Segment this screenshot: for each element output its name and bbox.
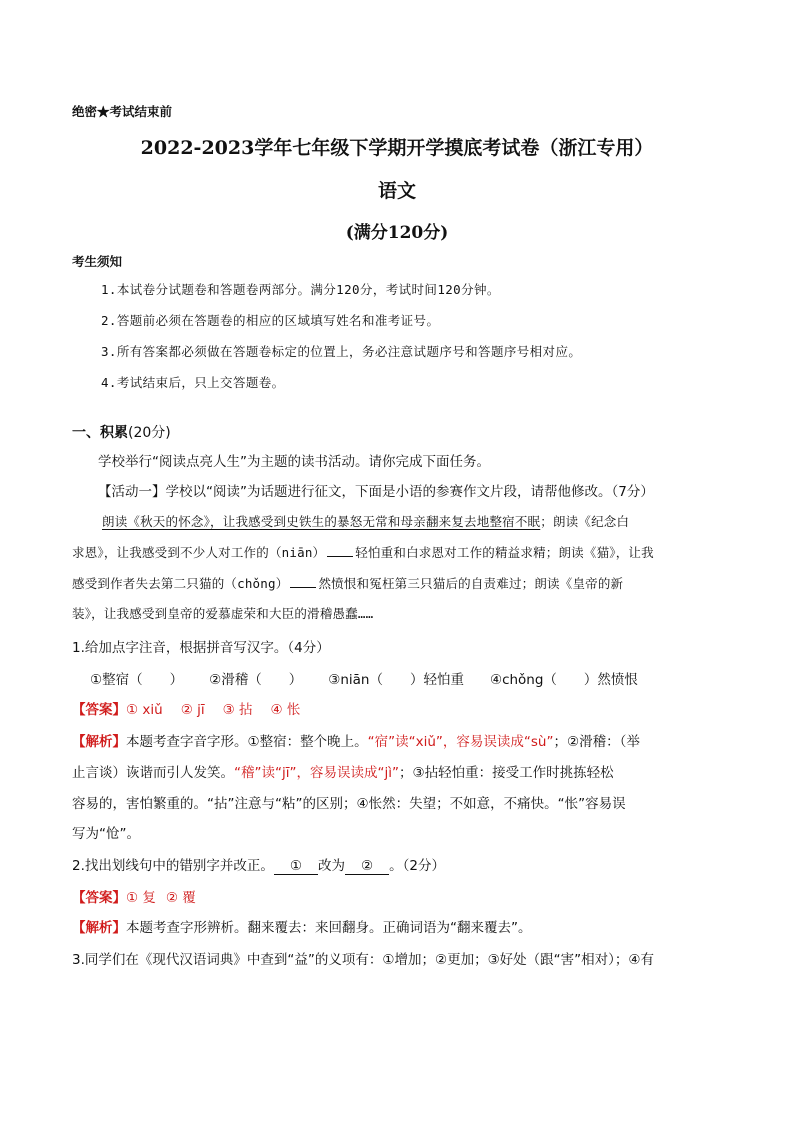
question-2-analysis — [72, 916, 532, 936]
question-1-stem: 1.给加点字注音，根据拼音写汉字。（4分） — [72, 640, 330, 656]
answer-item: ② jī — [180, 702, 205, 718]
answer-blank: ① — [274, 858, 318, 875]
passage-text: 轻怕重和白求恩对工作的精益求精；朗读《猫》，让我 — [355, 545, 654, 560]
question-1-options — [90, 668, 664, 688]
option: ③niān（ ）轻怕重 — [328, 672, 464, 688]
secret-label: 绝密★考试结束前 — [72, 104, 173, 119]
answer-item: ① 复 — [126, 890, 156, 906]
answer-item: ① xiǔ — [126, 702, 163, 718]
activity-one: 【活动一】学校以“阅读”为话题进行征文，下面是小语的参赛作文片段，请帮他修改。（7分） — [98, 484, 654, 500]
question-1-analysis — [72, 730, 640, 750]
analysis-label: 【解析】 — [72, 920, 126, 936]
analysis-label: 【解析】 — [72, 734, 126, 750]
option: ②滑稽（ ） — [209, 672, 303, 688]
analysis-highlight: “稽”读“jī”，容易误读成“jì” — [234, 765, 399, 781]
answer-label: 【答案】 — [72, 890, 126, 906]
section-points: (20分) — [128, 425, 171, 441]
exam-title: 2022-2023学年七年级下学期开学摸底考试卷（浙江专用） — [140, 137, 654, 159]
option: ①整宿（ ） — [90, 672, 184, 688]
passage-text: 感受到作者失去第二只猫的（chǒng） — [72, 576, 289, 591]
stem-text: 。（2分） — [389, 858, 445, 874]
notice-item: 2.答题前必须在答题卷的相应的区域填写姓名和准考证号。 — [101, 313, 440, 328]
question-2-stem — [72, 854, 445, 875]
analysis-line — [72, 761, 614, 781]
subject-title: 语文 — [377, 180, 416, 202]
analysis-text: 本题考查字形辨析。翻来覆去：来回翻身。正确词语为“翻来覆去”。 — [126, 920, 532, 936]
analysis-highlight: “宿”读“xiǔ”，容易误读成“sù” — [367, 734, 554, 750]
passage-text: 求恩》，让我感受到不少人对工作的（niān） — [72, 545, 326, 560]
analysis-text: ；③拈轻怕重：接受工作时挑拣轻松 — [398, 765, 614, 781]
answer-item: ③ 拈 — [222, 702, 253, 718]
answer-blank: ② — [345, 858, 389, 875]
option: ④chǒng（ ）然愤恨 — [489, 672, 638, 688]
answer-item: ④ 怅 — [270, 702, 301, 718]
notice-item: 4.考试结束后，只上交答题卷。 — [101, 375, 285, 390]
question-1-answer — [72, 698, 318, 718]
passage-line — [72, 574, 623, 592]
analysis-text: 本题考查字音字形。①整宿：整个晚上。 — [126, 734, 368, 750]
passage-line — [72, 543, 654, 561]
fill-blank — [290, 577, 316, 588]
passage-line — [102, 512, 629, 530]
analysis-line: 写为“怆”。 — [72, 826, 140, 842]
answer-label: 【答案】 — [72, 702, 126, 718]
answer-item: ② 覆 — [165, 890, 196, 906]
fill-blank — [327, 546, 353, 557]
passage-line: 装》，让我感受到皇帝的爱慕虚荣和大臣的滑稽愚蠢…… — [72, 606, 374, 621]
notice-item: 1.本试卷分试题卷和答题卷两部分。满分120分，考试时间120分钟。 — [101, 282, 500, 297]
analysis-text: ；②滑稽：（举 — [553, 734, 640, 750]
notice-heading: 考生须知 — [72, 254, 123, 269]
question-2-answer — [72, 886, 206, 906]
notice-item: 3.所有答案都必须做在答题卷标定的位置上，务必注意试题序号和答题序号相对应。 — [101, 344, 582, 359]
passage-text: ；朗读《纪念白 — [540, 514, 630, 529]
section-intro: 学校举行“阅读点亮人生”为主题的读书活动。请你完成下面任务。 — [98, 454, 490, 470]
section-heading — [72, 422, 171, 442]
stem-text: 改为 — [318, 858, 345, 874]
analysis-text: 止言谈）诙谐而引人发笑。 — [72, 765, 234, 781]
section-title: 一、积累 — [72, 425, 128, 441]
analysis-line: 容易的，害怕繁重的。“拈”注意与“粘”的区别；④怅然：失望；不如意，不痛快。“怅”容易误 — [72, 796, 626, 812]
passage-text: 然愤恨和冤枉第三只猫后的自责难过；朗读《皇帝的新 — [318, 576, 624, 591]
score-note: (满分120分) — [345, 223, 449, 243]
underlined-sentence: 朗读《秋天的怀念》，让我感受到史铁生的暴怒无常和母亲翻来复去地整宿不眠 — [102, 514, 541, 529]
question-3-stem: 3.同学们在《现代汉语词典》中查到“益”的义项有：①增加；②更加；③好处（跟“害”相对）；④有 — [72, 952, 655, 968]
stem-text: 2.找出划线句中的错别字并改正。 — [72, 858, 274, 874]
